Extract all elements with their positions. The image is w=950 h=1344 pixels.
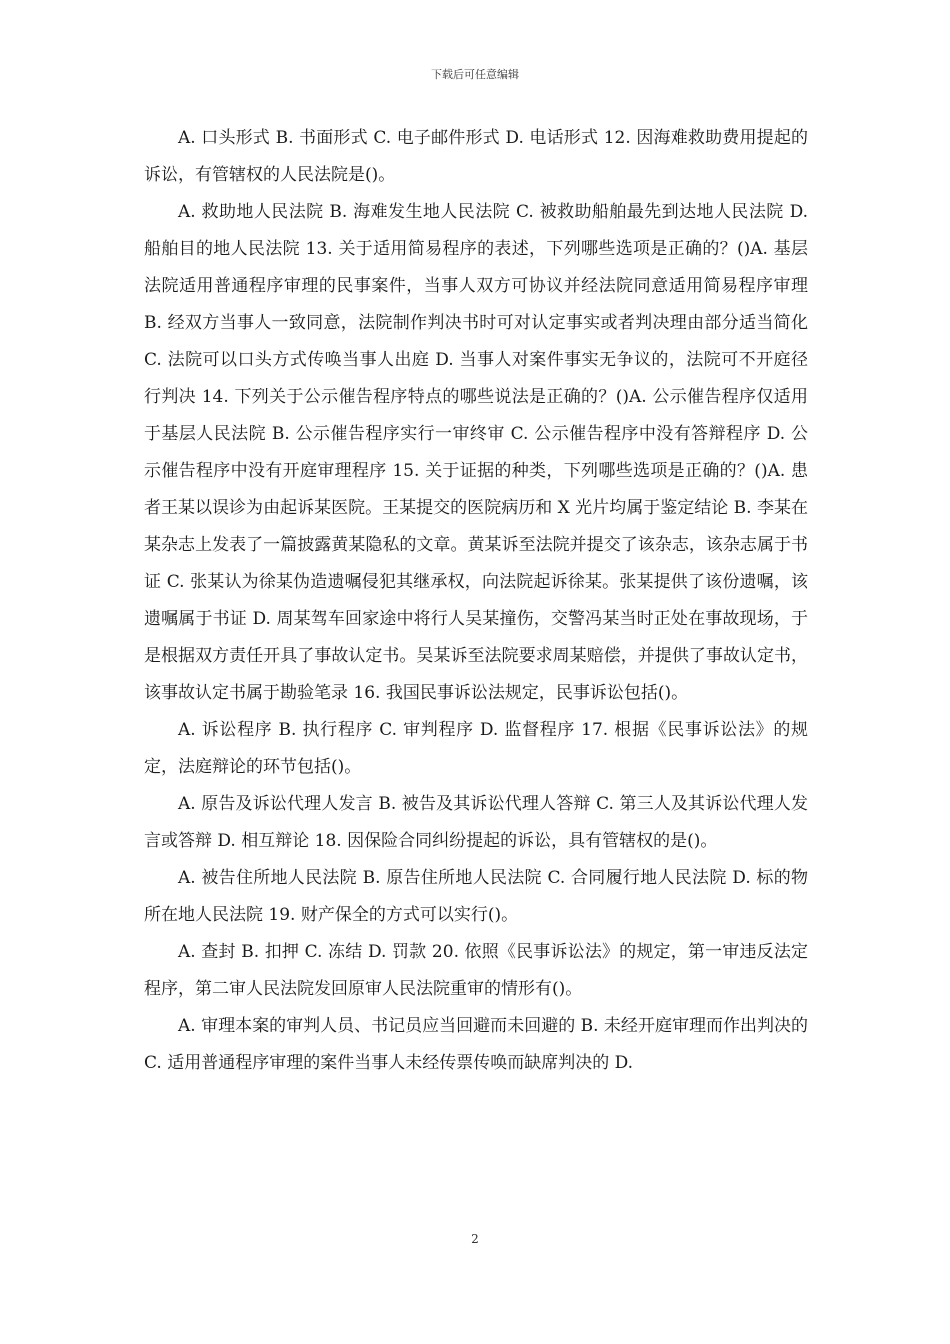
paragraph: A. 审理本案的审判人员、书记员应当回避而未回避的 B. 未经开庭审理而作出判决的 C. 适用普通程序审理的案件当事人未经传票传唤而缺席判决的 D. xyxy=(144,1016,808,1073)
page-number: 2 xyxy=(471,1232,479,1246)
paragraph: A. 救助地人民法院 B. 海难发生地人民法院 C. 被救助船舶最先到达地人民法院 D. 船舶目的地人民法院 13. 关于适用简易程序的表述，下列哪些选项是正确的？()A. 基层法院适用普通程序审理的民事案件，当事人双方可协议并经法院同意适用简易程序审理 B. 经双方当事人一致同意，法院制作判决书时可对认定事实或者判决理由部分适当简化 C. 法院可以口头方式传唤当事人出庭 D. 当事人对案件事实无争议的，法院可不开庭径行判决 14. 下列关于公示催告程序特点的哪些说法是正确的？()A. 公示催告程序仅适用于基层人民法院 B. 公示催告程序实行一审终审 C. 公示催告程序中没有答辩程序 D. 公示催告程序中没有开庭审理程序 15. 关于证据的种类，下列哪些选项是正确的？()A. 患者王某以误诊为由起诉某医院。王某提交的医院病历和 X 光片均属于鉴定结论 B. 李某在某杂志上发表了一篇披露黄某隐私的文章。黄某诉至法院并提交了该杂志，该杂志属于书证 C. 张某认为徐某伪造遗嘱侵犯其继承权，向法院起诉徐某。张某提供了该份遗嘱，该遗嘱属于书证 D. 周某驾车回家途中将行人吴某撞伤，交警冯某当时正处在事故现场，于是根据双方责任开具了事故认定书。吴某诉至法院要求周某赔偿，并提供了事故认定书，该事故认定书属于勘验笔录 16. 我国民事诉讼法规定，民事诉讼包括()。 xyxy=(144,202,808,703)
paragraph: A. 口头形式 B. 书面形式 C. 电子邮件形式 D. 电话形式 12. 因海难救助费用提起的诉讼，有管辖权的人民法院是()。 xyxy=(144,128,808,185)
paragraph: A. 诉讼程序 B. 执行程序 C. 审判程序 D. 监督程序 17. 根据《民事诉讼法》的规定，法庭辩论的环节包括()。 xyxy=(144,720,808,777)
paragraph: A. 被告住所地人民法院 B. 原告住所地人民法院 C. 合同履行地人民法院 D. 标的物所在地人民法院 19. 财产保全的方式可以实行()。 xyxy=(144,868,808,925)
page-header: 下载后可任意编辑 xyxy=(431,68,519,81)
paragraph: A. 查封 B. 扣押 C. 冻结 D. 罚款 20. 依照《民事诉讼法》的规定，第一审违反法定程序，第二审人民法院发回原审人民法院重审的情形有()。 xyxy=(144,942,808,999)
document-body xyxy=(144,120,808,1082)
paragraph: A. 原告及诉讼代理人发言 B. 被告及其诉讼代理人答辩 C. 第三人及其诉讼代理人发言或答辩 D. 相互辩论 18. 因保险合同纠纷提起的诉讼，具有管辖权的是()。 xyxy=(144,794,808,851)
